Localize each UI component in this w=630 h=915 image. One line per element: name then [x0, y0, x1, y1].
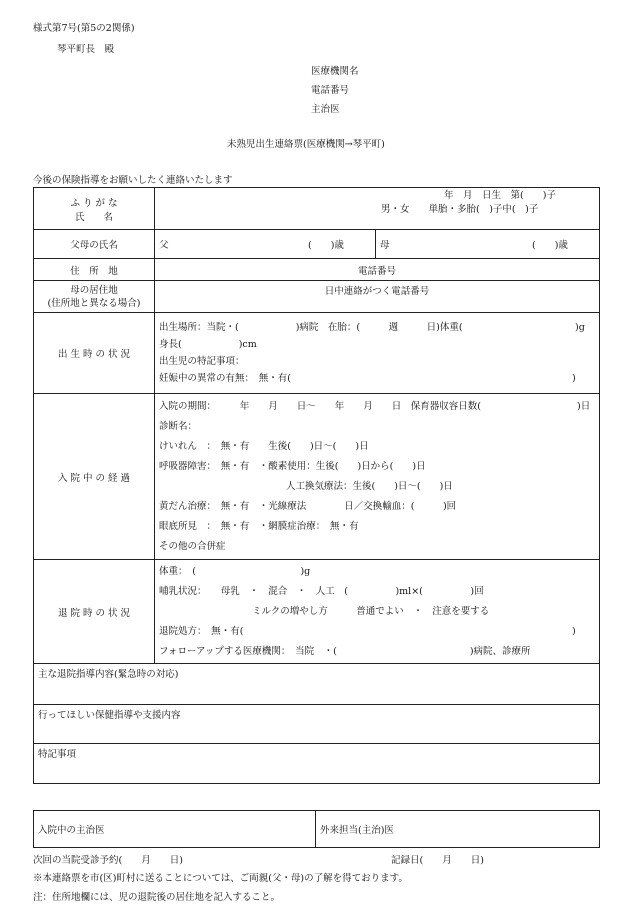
address-row	[34, 259, 600, 281]
birth-status-label: 出 生 時 の 状 況	[34, 313, 155, 394]
father-age: ( )歳	[308, 240, 344, 251]
pregnancy-abnormality-close: )	[572, 373, 576, 384]
special-notes-field[interactable]	[34, 744, 600, 784]
ventilation-line: 人工換気療法：生後( )日～( )日	[286, 480, 453, 492]
birth-date-line: 年 月 日生 第( )子	[444, 190, 556, 201]
mother-residence-field[interactable]	[155, 281, 600, 313]
main-form-table	[33, 187, 600, 784]
birth-place-text: 出生場所：当院・( )病院 在胎：( 週 日)体重(	[159, 322, 463, 333]
complications-line: その他の合併症	[159, 540, 226, 552]
jaundice-line: 黄だん治療： 無・有 ・光線療法 日／交換輸血：( )回	[159, 500, 457, 512]
address-note: 注：住所地欄には、児の退院後の居住地を記入すること。	[33, 892, 281, 903]
phone-label: 電話番号	[311, 85, 350, 96]
special-notes-label: 特記事項	[38, 749, 77, 760]
doctors-table	[33, 810, 600, 848]
name-label-cell	[34, 188, 155, 230]
address-label: 住 所 地	[34, 259, 155, 281]
desired-support-field[interactable]	[34, 705, 600, 744]
form-number: 様式第7号(第5の2関係)	[33, 23, 135, 34]
parents-row	[34, 230, 600, 259]
address-field[interactable]	[155, 259, 600, 281]
fundus-line: 眼底所見 ： 無・有 ・網膜症治療： 無・有	[159, 520, 359, 532]
mother-residence-label: 母の居住地	[70, 284, 118, 296]
feeding-line: 哺乳状況： 母乳 ・ 混合 ・ 人工 ( )ml×( )回	[159, 585, 484, 597]
mother-label: 母	[380, 240, 390, 251]
sex-birth-type-line: 男・女 単胎・多胎( )子中( )子	[381, 204, 539, 215]
desired-support-label: 行ってほしい保健指導や支援内容	[38, 710, 181, 721]
hospital-period-text: 入院の期間： 年 月 日～ 年 月 日 保育器収容日数(	[159, 400, 481, 412]
parents-label: 父母の氏名	[34, 230, 155, 259]
address-phone-label: 電話番号	[358, 265, 397, 277]
record-date: 記録日( 月 日)	[391, 855, 484, 866]
main-guidance-row	[34, 664, 600, 705]
birth-height-line: 身長( )cm	[159, 339, 257, 350]
desired-support-row	[34, 705, 600, 744]
name-label: 氏 名	[74, 211, 113, 223]
name-row	[34, 188, 600, 230]
diagnosis-line: 診断名：	[159, 420, 198, 432]
name-field[interactable]	[155, 188, 600, 230]
birth-weight-unit: )g	[575, 322, 585, 333]
father-field[interactable]	[155, 230, 376, 259]
outpatient-doctor-field[interactable]	[316, 811, 600, 848]
discharge-label: 退 院 時 の 状 況	[34, 560, 155, 664]
inpatient-doctor-label: 入院中の主治医	[38, 825, 105, 836]
father-label: 父	[159, 240, 169, 251]
mother-residence-sublabel: (住所地と異なる場合)	[47, 297, 141, 309]
main-guidance-label: 主な退院指導内容(緊急時の対応)	[38, 669, 179, 680]
furigana-label: ふ り が な	[70, 197, 118, 209]
mother-field[interactable]	[376, 230, 600, 259]
consent-note: ※本連絡票を市(区)町村に送ることについては、ご両親(父・母)の了解を得ております。	[33, 873, 408, 884]
discharge-prescription-text: 退院処方： 無・有(	[159, 625, 244, 637]
discharge-weight-line: 体重： ( )g	[159, 565, 311, 577]
incubator-days-unit: )日	[577, 400, 591, 412]
hospitalization-label: 入 院 中 の 経 過	[34, 394, 155, 560]
addressee: 琴平町長 殿	[57, 44, 115, 55]
daytime-phone-label: 日中連絡がつく電話番号	[324, 286, 430, 297]
mother-residence-row	[34, 281, 600, 313]
respiratory-line: 呼吸器障害： 無・有 ・酸素使用：生後( )日から( )日	[159, 460, 426, 472]
hospital-period-line	[159, 397, 595, 417]
hospitalization-row	[34, 394, 600, 560]
doctor-label: 主治医	[311, 104, 340, 115]
discharge-row	[34, 560, 600, 664]
birth-status-row	[34, 313, 600, 394]
discharge-prescription-close: )	[572, 625, 576, 637]
discharge-field[interactable]	[155, 560, 600, 664]
discharge-prescription-line	[159, 622, 595, 642]
pregnancy-abnormality-text: 妊娠中の異常の有無： 無・有(	[159, 373, 291, 384]
birth-status-field[interactable]	[155, 313, 600, 394]
main-guidance-field[interactable]	[34, 664, 600, 705]
followup-line: フォローアップする医療機関： 当院 ・( )病院、診療所	[159, 645, 531, 657]
outpatient-doctor-label: 外来担当(主治)医	[320, 825, 394, 836]
mother-residence-label-cell	[34, 281, 155, 313]
mother-age: ( )歳	[532, 240, 568, 251]
birth-special-notes-line: 出生児の特記事項：	[159, 356, 245, 367]
convulsion-line: けいれん ： 無・有 生後( )日～( )日	[159, 440, 369, 452]
hospitalization-field[interactable]	[155, 394, 600, 560]
inpatient-doctor-field[interactable]	[34, 811, 316, 848]
page-title: 未熟児出生連絡票(医療機関→琴平町)	[227, 139, 385, 150]
milk-increase-line: ミルクの増やし方 普通でよい ・ 注意を要する	[252, 605, 490, 617]
pregnancy-abnormality-line	[159, 370, 595, 387]
intro-text: 今後の保険指導をお願いしたく連絡いたします	[33, 175, 233, 186]
next-visit: 次回の当院受診予約( 月 日)	[33, 855, 183, 866]
special-notes-row	[34, 744, 600, 784]
birth-place-line	[159, 319, 595, 336]
institution-label: 医療機関名	[311, 66, 359, 77]
